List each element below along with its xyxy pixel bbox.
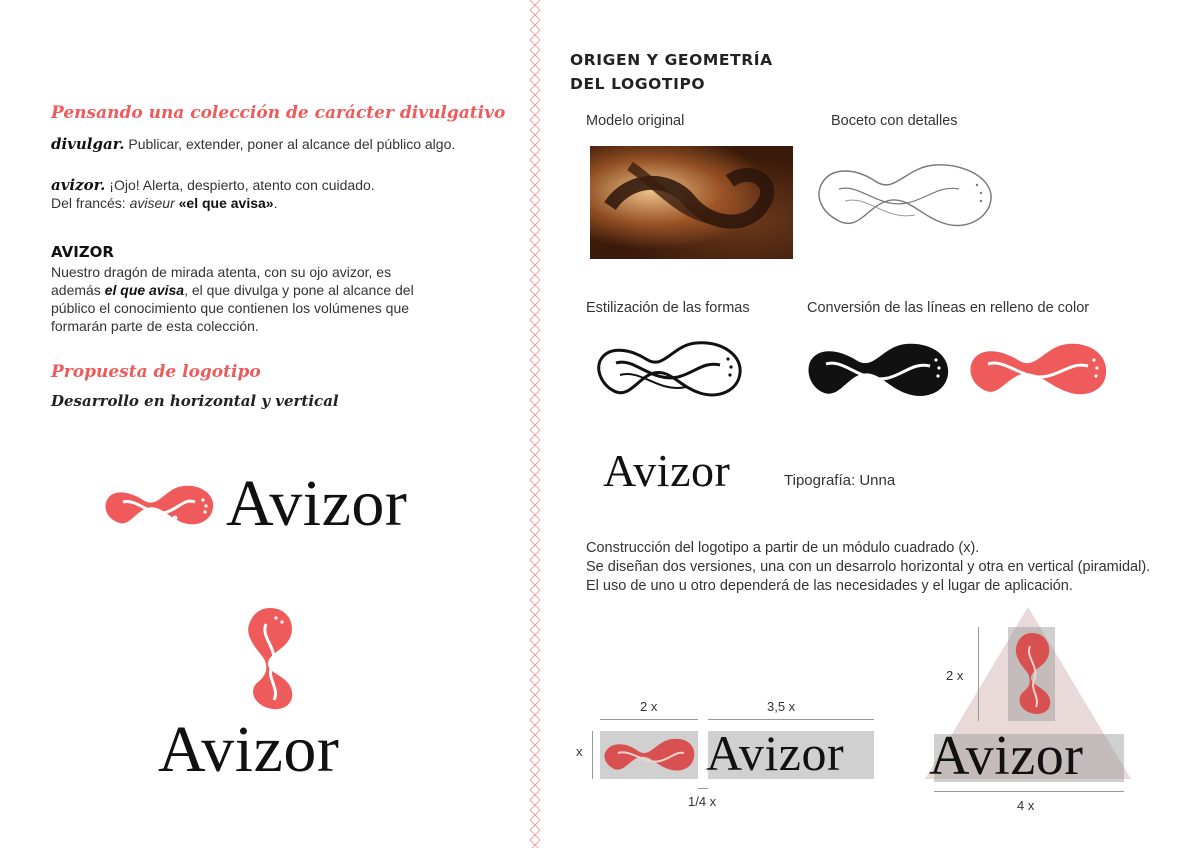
dimension-line-4x [934, 791, 1124, 792]
definition-divulgar-text: Publicar, extender, poner al alcance del público algo. [128, 136, 456, 152]
avizor-emphasis: el que avisa [104, 282, 185, 298]
section-title [570, 48, 773, 96]
original-model-photo [590, 146, 793, 259]
avizor-line-2 [51, 281, 471, 299]
label-color-conversion: Conversión de las líneas en relleno de color [807, 300, 1090, 316]
section-title-line-2: DEL LOGOTIPO [570, 75, 706, 93]
label-sketch: Boceto con detalles [831, 113, 958, 129]
left-page [0, 0, 535, 848]
construction-description [586, 539, 1186, 596]
avizor-line-1: Nuestro dragón de mirada atenta, con su ojo avizor, es [51, 264, 392, 280]
subheading-logo-development: Desarrollo en horizontal y vertical [51, 392, 339, 410]
term-avizor: avizor. [51, 176, 106, 194]
label-original-model: Modelo original [586, 113, 685, 129]
wordmark-vertical: Avizor [158, 713, 340, 786]
avizor-line-3: público el conocimiento que contienen los volúmenes que [51, 300, 410, 316]
stylized-outline-dragon [596, 333, 744, 405]
filled-coral-dragon [968, 336, 1108, 404]
dragon-icon-vertical [240, 604, 298, 714]
construction-line-2: Se diseñan dos versiones, una con un desarrolo horizontal y otra en vertical (piramidal). [586, 559, 1151, 575]
filled-black-dragon [806, 336, 950, 406]
construction-line-1: Construcción del logotipo a partir de un módulo cuadrado (x). [586, 540, 980, 556]
section-title-line-1: ORIGEN Y GEOMETRÍA [570, 51, 773, 69]
dragon-icon-horizontal [103, 478, 217, 534]
dimension-x-label: x [576, 744, 583, 759]
definition-divulgar [51, 135, 455, 153]
avizor-line-2b: , el que divulga y pone al alcance del [184, 282, 414, 298]
dimension-line-2x [600, 719, 698, 720]
dimension-quarter-label: 1/4 x [688, 794, 717, 809]
wordmark-typography-sample: Avizor [603, 445, 731, 496]
dimension-2x-vertical-label: 2 x [946, 668, 964, 683]
definition-avizor-end: . [273, 195, 278, 211]
dimension-line-3-5x [708, 719, 874, 720]
page-fold-divider [530, 0, 540, 848]
carved-dragon-image [590, 146, 793, 259]
avizor-line-2a: además [51, 282, 101, 298]
definition-avizor-word: aviseur [129, 195, 175, 211]
heading-collection: Pensando una colección de carácter divulgativo [51, 103, 506, 123]
definition-avizor [51, 176, 375, 212]
dimension-2x-label: 2 x [640, 699, 658, 714]
label-stylization: Estilización de las formas [586, 300, 750, 316]
wordmark-construction-horizontal: Avizor [706, 725, 845, 781]
dimension-line-x [592, 731, 593, 779]
definition-avizor-quote: «el que avisa» [178, 195, 274, 211]
term-divulgar: divulgar. [51, 135, 125, 153]
wordmark-construction-vertical: Avizor [929, 725, 1084, 787]
typography-name: Tipografía: Unna [784, 472, 896, 489]
heading-logo-proposal: Propuesta de logotipo [51, 362, 261, 382]
wordmark-horizontal: Avizor [226, 467, 408, 540]
dragon-icon-construction-horizontal [602, 733, 696, 777]
definition-avizor-text: ¡Ojo! Alerta, despierto, atento con cuidado. [109, 177, 375, 193]
avizor-paragraph [51, 263, 471, 335]
dimension-line-quarter [698, 788, 708, 789]
dimension-line-2x-vertical [978, 627, 979, 721]
dragon-icon-construction-vertical [1010, 630, 1054, 718]
avizor-line-4: formarán parte de esta colección. [51, 318, 259, 334]
dimension-4x-label: 4 x [1017, 798, 1035, 813]
avizor-title: AVIZOR [51, 243, 114, 261]
construction-line-3: El uso de uno u otro dependerá de las necesidades y el lugar de aplicación. [586, 578, 1073, 594]
dimension-3-5x-label: 3,5 x [767, 699, 796, 714]
sketch-drawing [815, 155, 1000, 240]
definition-avizor-prefix: Del francés: [51, 195, 126, 211]
